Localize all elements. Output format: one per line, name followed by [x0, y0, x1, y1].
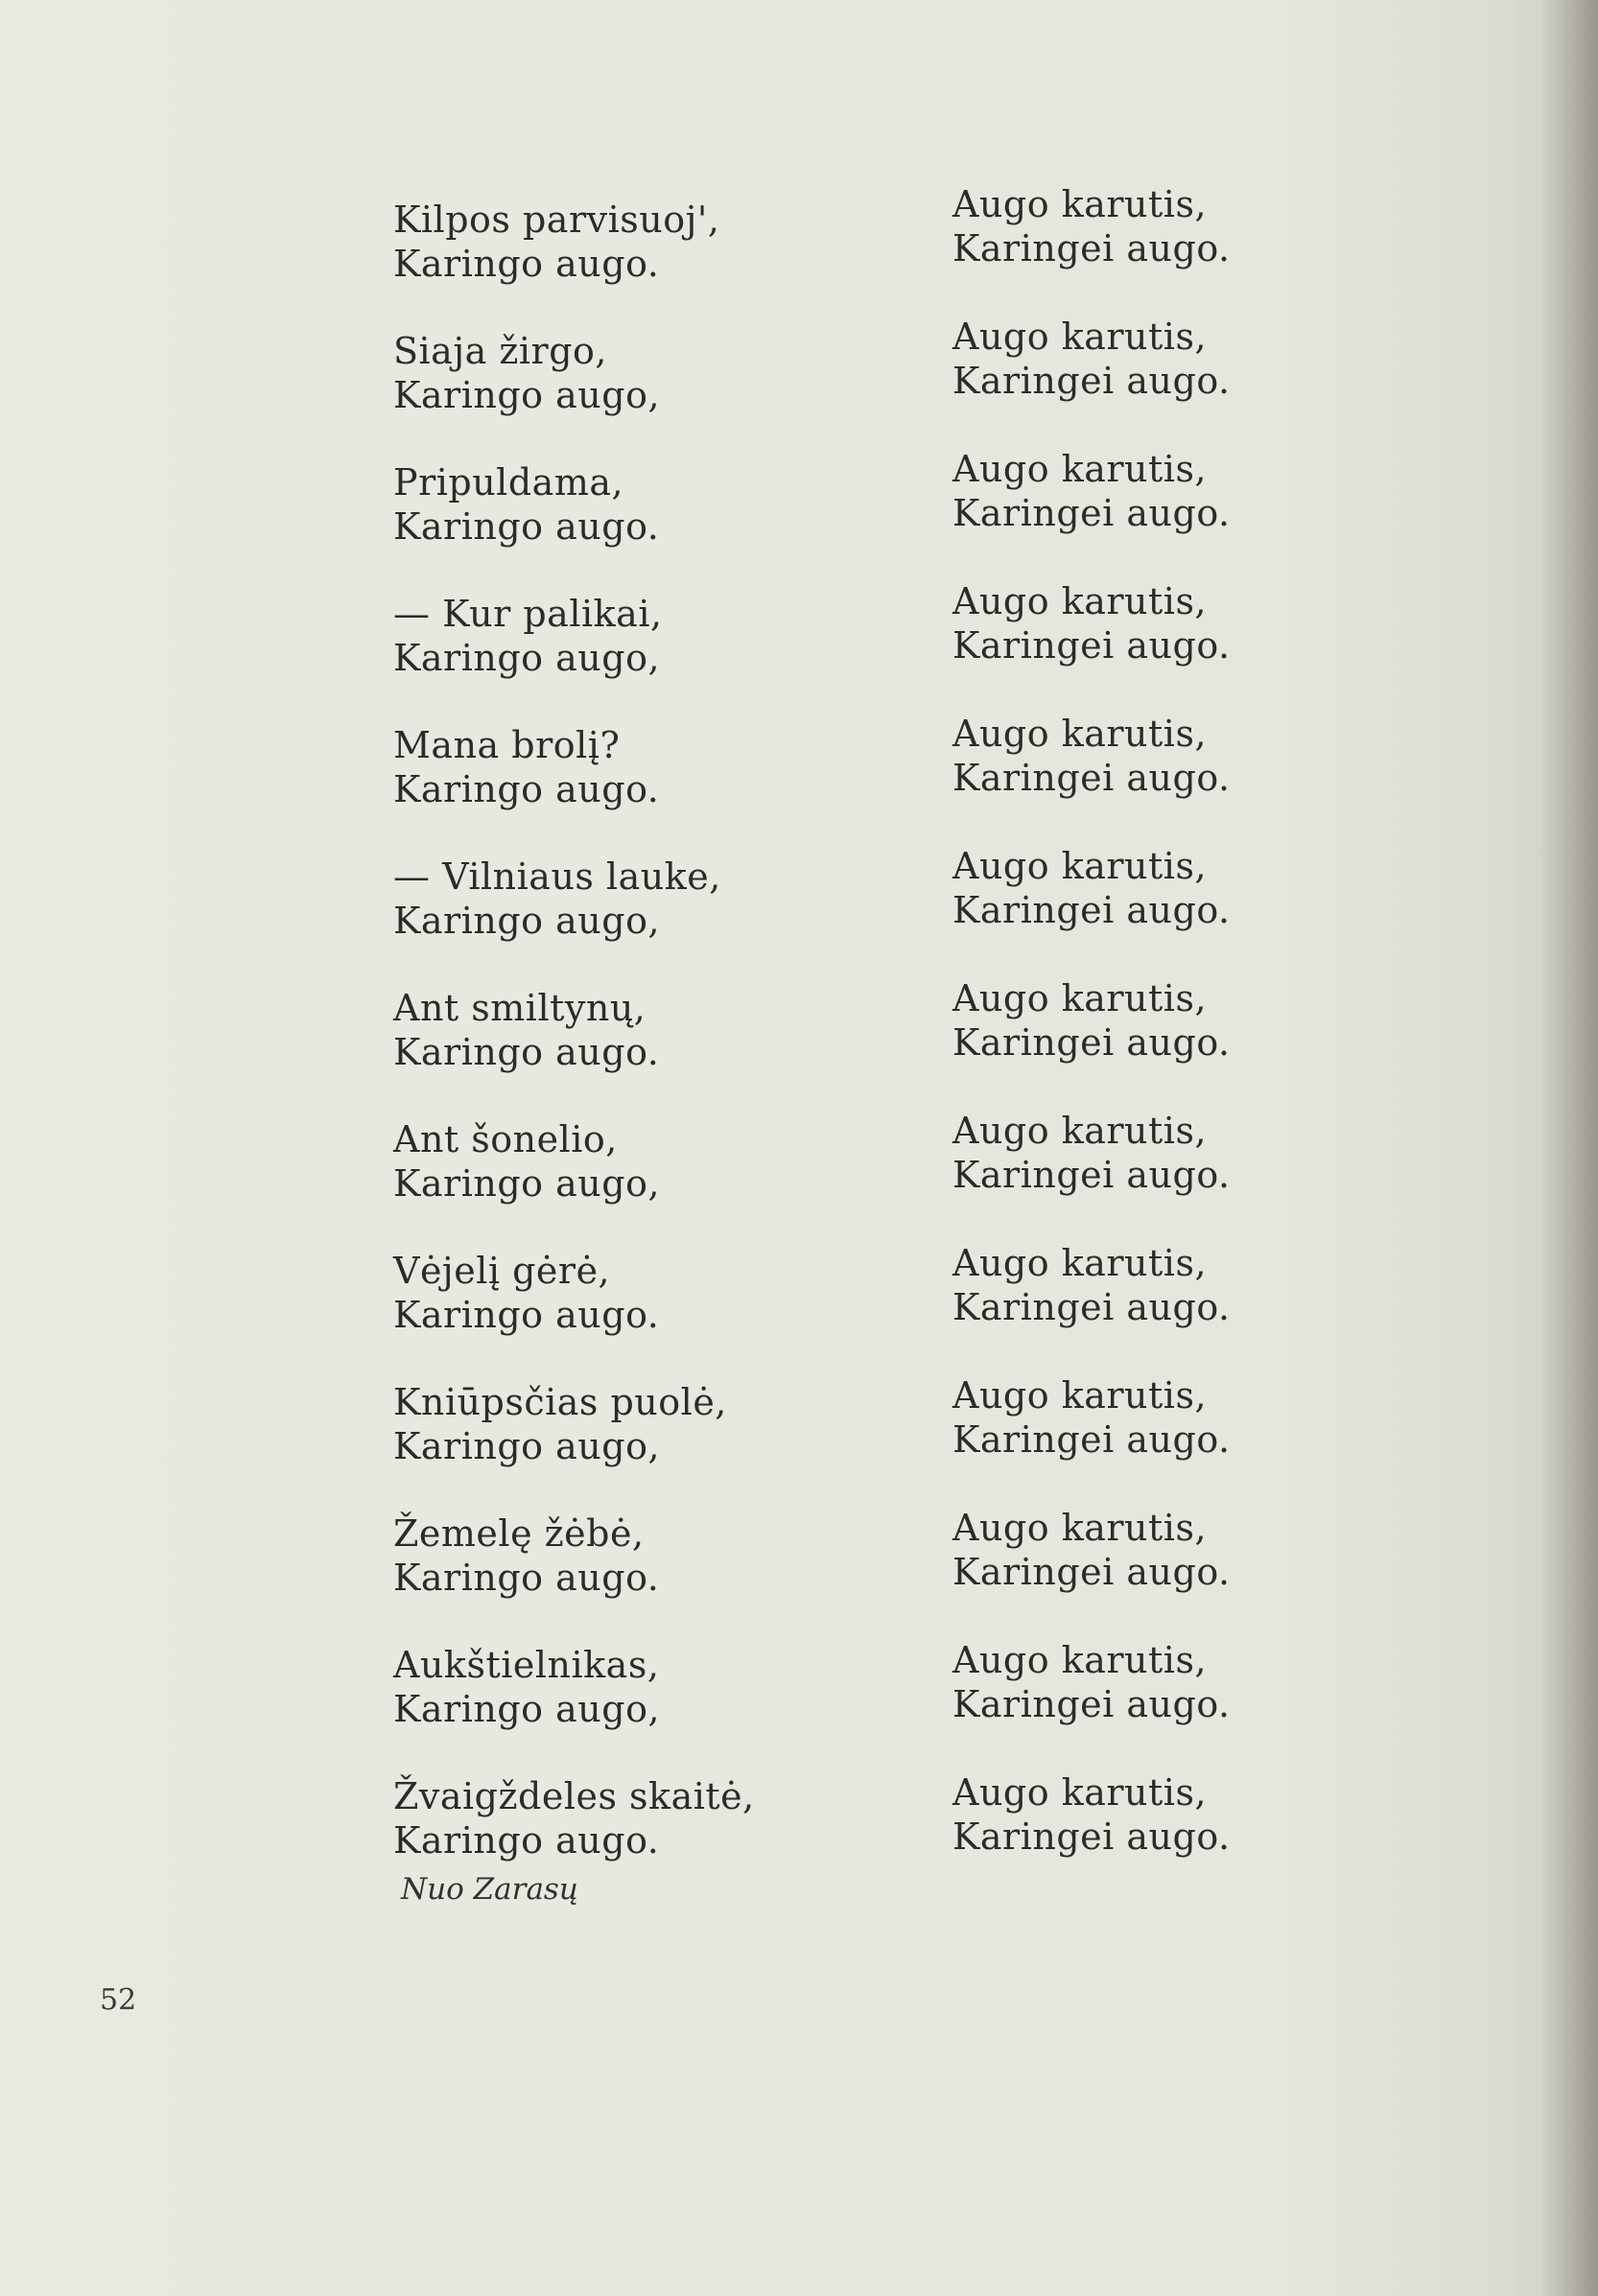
stanza-line: Žvaigždeles skaitė,: [393, 1775, 755, 1817]
refrain-line: Karingo augo.: [393, 1294, 660, 1336]
stanza-line: Ant smiltynų,: [393, 987, 646, 1029]
refrain-line: Karingei augo.: [952, 1683, 1231, 1725]
refrain-line: Karingei augo.: [952, 360, 1231, 402]
stanza-line: Augo karutis,: [952, 1110, 1208, 1152]
right-stanza: [952, 1506, 1451, 1594]
stanza-line: Augo karutis,: [952, 713, 1208, 755]
right-stanza: [952, 1770, 1451, 1859]
stanza-line: Žemelę žėbė,: [393, 1512, 645, 1555]
stanza-line: — Vilniaus lauke,: [393, 855, 721, 898]
refrain-line: Karingei augo.: [952, 492, 1231, 534]
left-stanza: [393, 198, 892, 286]
refrain-line: Karingo augo.: [393, 768, 660, 810]
refrain-line: Karingo augo,: [393, 1162, 661, 1205]
right-stanza: [952, 182, 1451, 270]
right-stanza: [952, 976, 1451, 1065]
left-stanza: [393, 1117, 892, 1206]
left-stanza: [393, 855, 892, 943]
refrain-line: Karingo augo.: [393, 243, 660, 285]
left-stanza: [393, 1774, 892, 1863]
right-stanza: [952, 844, 1451, 932]
stanza-line: Augo karutis,: [952, 1242, 1208, 1284]
stanza-line: Augo karutis,: [952, 1771, 1208, 1814]
refrain-line: Karingei augo.: [952, 1021, 1231, 1064]
source-note: Nuo Zarasų: [401, 1872, 578, 1907]
stanza-line: Kniūpsčias puolė,: [393, 1381, 727, 1423]
refrain-line: Karingo augo.: [393, 505, 660, 548]
left-stanza: [393, 592, 892, 680]
right-stanza: [952, 1373, 1451, 1462]
stanza-line: Augo karutis,: [952, 977, 1208, 1019]
stanza-line: Mana brolį?: [393, 724, 621, 766]
left-stanza: [393, 986, 892, 1074]
left-stanza: [393, 460, 892, 549]
stanza-line: Aukštielnikas,: [393, 1644, 660, 1686]
stanza-line: Augo karutis,: [952, 316, 1208, 358]
left-stanza: [393, 723, 892, 811]
right-stanza: [952, 1241, 1451, 1329]
left-stanza: [393, 1380, 892, 1468]
stanza-line: Vėjelį gėrė,: [393, 1250, 611, 1292]
refrain-line: Karingei augo.: [952, 1286, 1231, 1328]
stanza-line: Augo karutis,: [952, 845, 1208, 887]
refrain-line: Karingei augo.: [952, 1816, 1231, 1858]
stanza-line: Ant šonelio,: [393, 1118, 618, 1160]
left-stanza: [393, 1511, 892, 1600]
stanza-line: Augo karutis,: [952, 1639, 1208, 1681]
refrain-line: Karingei augo.: [952, 889, 1231, 931]
page-edge-shadow: [1540, 0, 1598, 2296]
right-stanza: [952, 1638, 1451, 1726]
stanza-line: Augo karutis,: [952, 1507, 1208, 1549]
stanza-line: — Kur palikai,: [393, 593, 663, 635]
refrain-line: Karingei augo.: [952, 757, 1231, 799]
refrain-line: Karingo augo,: [393, 1425, 661, 1467]
stanza-line: Kilpos parvisuoj',: [393, 199, 720, 241]
refrain-line: Karingo augo,: [393, 1688, 661, 1730]
right-stanza: [952, 579, 1451, 668]
refrain-line: Karingei augo.: [952, 227, 1231, 269]
stanza-line: Augo karutis,: [952, 1374, 1208, 1417]
right-stanza: [952, 712, 1451, 800]
stanza-line: Pripuldama,: [393, 461, 624, 504]
refrain-line: Karingei augo.: [952, 1551, 1231, 1593]
refrain-line: Karingo augo.: [393, 1557, 660, 1599]
refrain-line: Karingo augo.: [393, 1031, 660, 1073]
stanza-line: Augo karutis,: [952, 183, 1208, 225]
page-number: 52: [100, 1983, 137, 2017]
refrain-line: Karingo augo.: [393, 1819, 660, 1862]
left-stanza: [393, 1643, 892, 1731]
refrain-line: Karingo augo,: [393, 374, 661, 416]
right-stanza: [952, 1109, 1451, 1197]
right-stanza: [952, 315, 1451, 403]
refrain-line: Karingei augo.: [952, 1154, 1231, 1196]
refrain-line: Karingei augo.: [952, 624, 1231, 667]
stanza-line: Siaja žirgo,: [393, 330, 607, 372]
stanza-line: Augo karutis,: [952, 448, 1208, 490]
left-stanza: [393, 1249, 892, 1337]
left-stanza: [393, 329, 892, 417]
stanza-line: Augo karutis,: [952, 580, 1208, 622]
refrain-line: Karingei augo.: [952, 1418, 1231, 1461]
refrain-line: Karingo augo,: [393, 900, 661, 942]
refrain-line: Karingo augo,: [393, 637, 661, 679]
right-stanza: [952, 447, 1451, 535]
